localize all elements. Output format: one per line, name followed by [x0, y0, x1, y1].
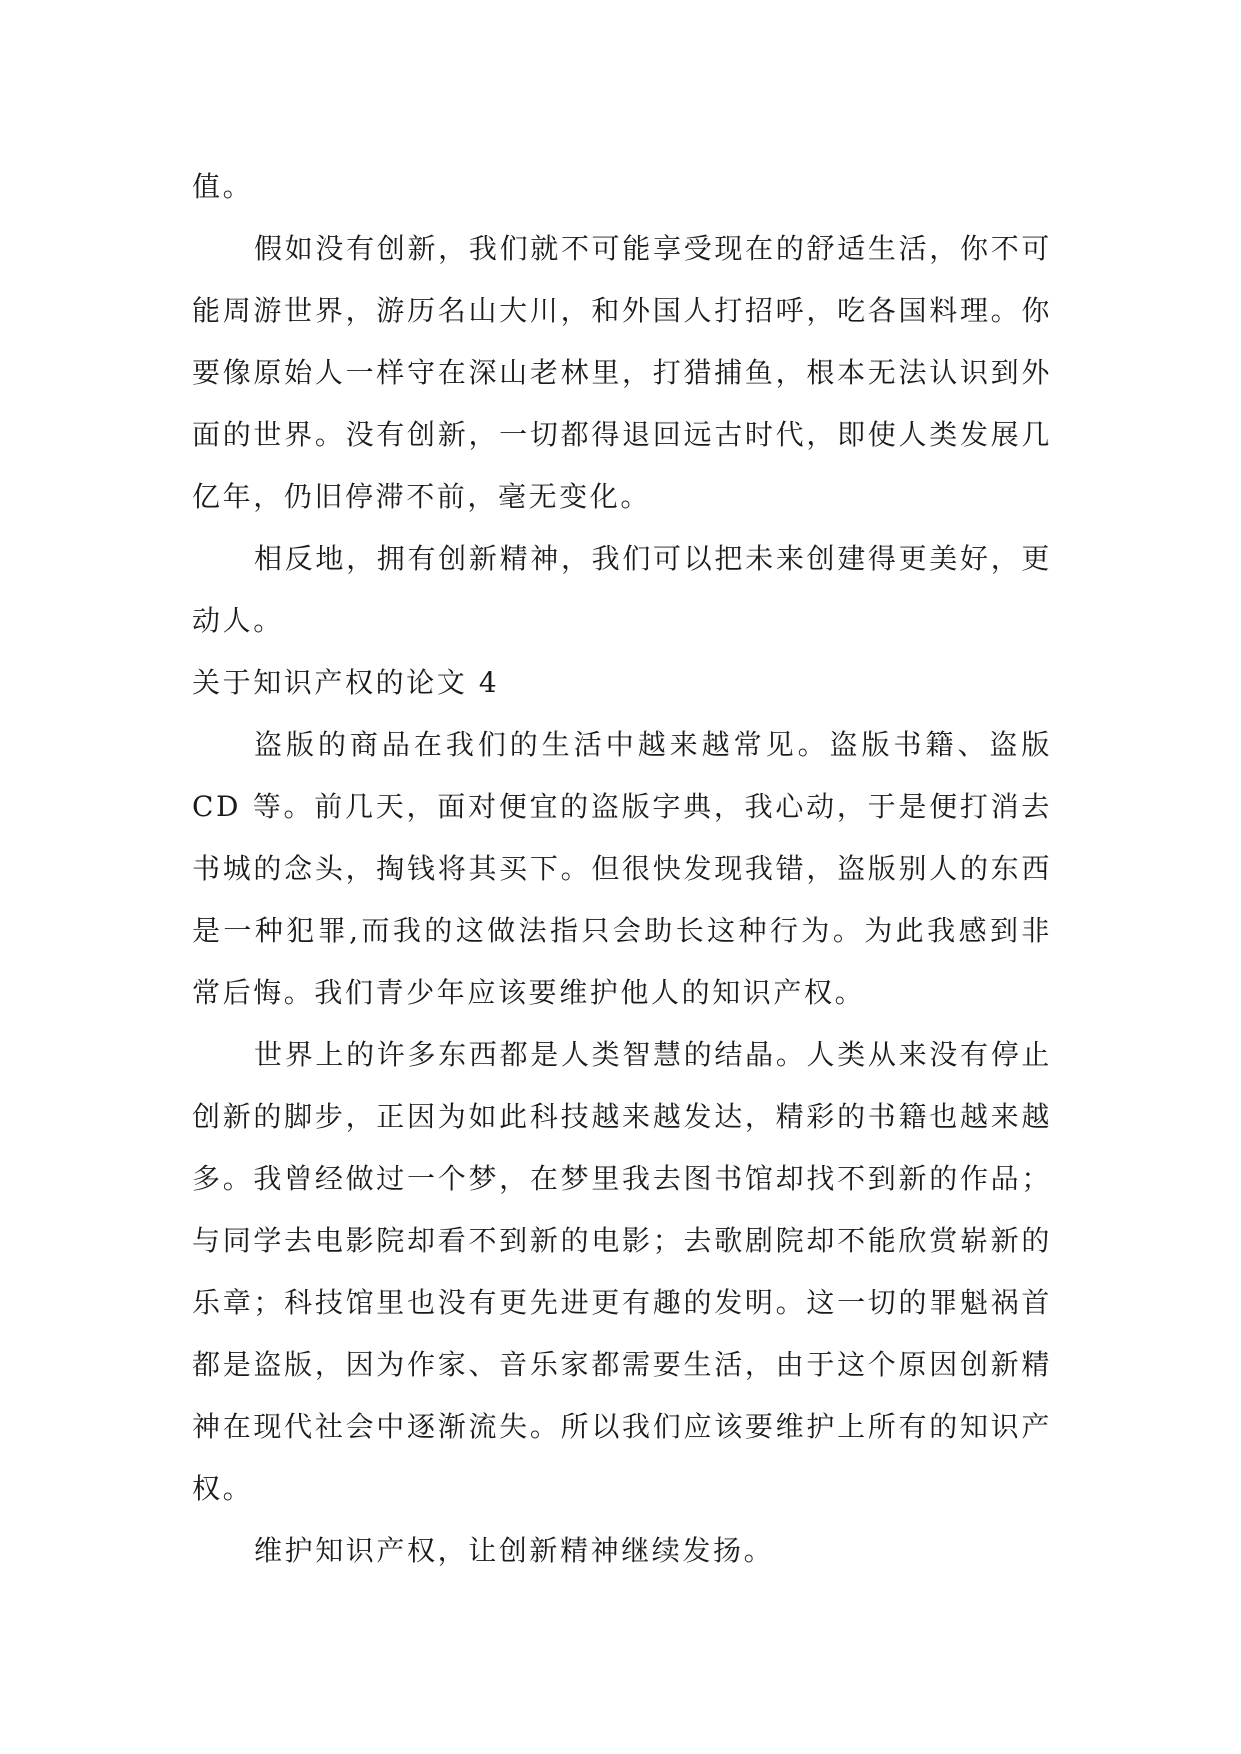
paragraph-with-innovation: 相反地，拥有创新精神，我们可以把未来创建得更美好，更动人。	[192, 542, 1052, 637]
document-body	[192, 156, 1052, 1582]
section-heading: 关于知识产权的论文 4	[192, 666, 500, 699]
paragraph-without-innovation: 假如没有创新，我们就不可能享受现在的舒适生活，你不可能周游世界，游历名山大川，和外国人打招呼，吃各国料理。你要像原始人一样守在深山老林里，打猎捕鱼，根本无法认识到外面的世界。没有创新，一切都得退回远古时代，即使人类发展几亿年，仍旧停滞不前，毫无变化。	[192, 232, 1052, 513]
paragraph-continuation: 值。	[192, 170, 254, 203]
paragraph-human-wisdom: 世界上的许多东西都是人类智慧的结晶。人类从来没有停止创新的脚步，正因为如此科技越来越发达，精彩的书籍也越来越多。我曾经做过一个梦，在梦里我去图书馆却找不到新的作品；与同学去电影院却看不到新的电影；去歌剧院却不能欣赏崭新的乐章；科技馆里也没有更先进更有趣的发明。这一切的罪魁祸首都是盗版，因为作家、音乐家都需要生活，由于这个原因创新精神在现代社会中逐渐流失。所以我们应该要维护上所有的知识产权。	[192, 1038, 1052, 1505]
paragraph-piracy: 盗版的商品在我们的生活中越来越常见。盗版书籍、盗版 CD 等。前几天，面对便宜的盗版字典，我心动，于是便打消去书城的念头，掏钱将其买下。但很快发现我错，盗版别人的东西是一种犯罪,而我的这做法指只会助长这种行为。为此我感到非常后悔。我们青少年应该要维护他人的知识产权。	[192, 728, 1052, 1009]
paragraph-conclusion: 维护知识产权，让创新精神继续发扬。	[254, 1534, 775, 1567]
